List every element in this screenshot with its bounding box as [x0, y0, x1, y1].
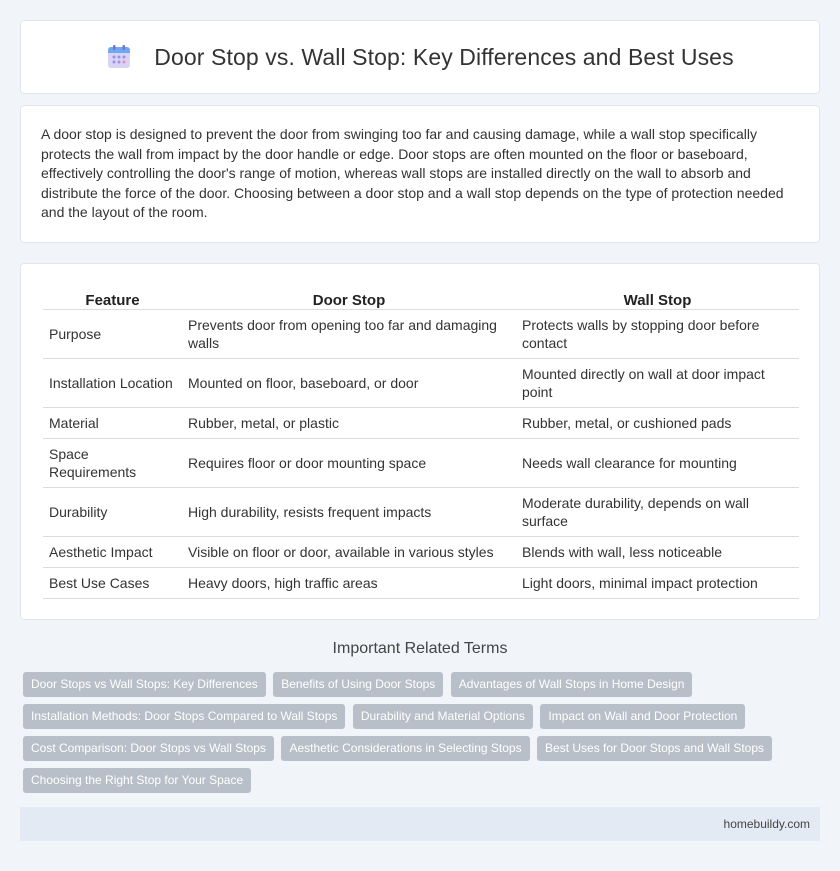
column-header-feature: Feature — [43, 286, 182, 309]
related-term-tag[interactable]: Choosing the Right Stop for Your Space — [23, 768, 251, 793]
wall-stop-cell: Blends with wall, less noticeable — [516, 536, 799, 567]
footer — [20, 807, 820, 841]
intro-paragraph: A door stop is designed to prevent the door from swinging too far and causing damage, while a wall stop specifically protects the wall from impact by the door handle or edge. Door stops are often mounted on the floor or baseboard, effectively controlling the door's range of motion, whereas wall stops are installed directly on the wall to absorb and distribute the force of the door. Choosing between a door stop and a wall stop depends on the type of protection needed and the layout of the room. — [41, 126, 784, 221]
column-header-door-stop: Door Stop — [182, 286, 516, 309]
door-stop-cell: Prevents door from opening too far and damaging walls — [182, 309, 516, 358]
comparison-table — [43, 286, 799, 599]
related-terms-list — [23, 672, 813, 800]
feature-cell: Purpose — [43, 309, 182, 358]
table-row — [43, 567, 799, 598]
door-stop-cell: Mounted on floor, baseboard, or door — [182, 358, 516, 407]
table-row — [43, 536, 799, 567]
calendar-icon — [106, 44, 132, 70]
wall-stop-cell: Needs wall clearance for mounting — [516, 438, 799, 487]
comparison-table-card — [20, 263, 820, 620]
wall-stop-cell: Moderate durability, depends on wall surface — [516, 487, 799, 536]
feature-cell: Best Use Cases — [43, 567, 182, 598]
door-stop-cell: Heavy doors, high traffic areas — [182, 567, 516, 598]
feature-cell: Material — [43, 407, 182, 438]
table-row — [43, 309, 799, 358]
related-terms-title: Important Related Terms — [332, 640, 508, 657]
door-stop-cell: Requires floor or door mounting space — [182, 438, 516, 487]
feature-cell: Installation Location — [43, 358, 182, 407]
table-row — [43, 438, 799, 487]
door-stop-cell: Visible on floor or door, available in various styles — [182, 536, 516, 567]
related-term-tag[interactable]: Cost Comparison: Door Stops vs Wall Stops — [23, 736, 274, 761]
table-header-row — [43, 286, 799, 309]
wall-stop-cell: Light doors, minimal impact protection — [516, 567, 799, 598]
related-term-tag[interactable]: Durability and Material Options — [353, 704, 533, 729]
related-term-tag[interactable]: Best Uses for Door Stops and Wall Stops — [537, 736, 772, 761]
column-header-wall-stop: Wall Stop — [516, 286, 799, 309]
footer-site-link[interactable]: homebuildy.com — [723, 817, 810, 831]
related-term-tag[interactable]: Installation Methods: Door Stops Compared to Wall Stops — [23, 704, 345, 729]
wall-stop-cell: Rubber, metal, or cushioned pads — [516, 407, 799, 438]
related-term-tag[interactable]: Door Stops vs Wall Stops: Key Differences — [23, 672, 266, 697]
related-term-tag[interactable]: Aesthetic Considerations in Selecting Stops — [281, 736, 529, 761]
wall-stop-cell: Protects walls by stopping door before contact — [516, 309, 799, 358]
door-stop-cell: High durability, resists frequent impacts — [182, 487, 516, 536]
related-term-tag[interactable]: Advantages of Wall Stops in Home Design — [451, 672, 693, 697]
table-row — [43, 358, 799, 407]
door-stop-cell: Rubber, metal, or plastic — [182, 407, 516, 438]
header-card — [20, 20, 820, 94]
wall-stop-cell: Mounted directly on wall at door impact point — [516, 358, 799, 407]
feature-cell: Aesthetic Impact — [43, 536, 182, 567]
feature-cell: Space Requirements — [43, 438, 182, 487]
intro-card — [20, 105, 820, 243]
table-row — [43, 407, 799, 438]
page-title: Door Stop vs. Wall Stop: Key Differences and Best Uses — [154, 43, 734, 70]
related-term-tag[interactable]: Impact on Wall and Door Protection — [540, 704, 745, 729]
table-row — [43, 487, 799, 536]
feature-cell: Durability — [43, 487, 182, 536]
related-term-tag[interactable]: Benefits of Using Door Stops — [273, 672, 443, 697]
